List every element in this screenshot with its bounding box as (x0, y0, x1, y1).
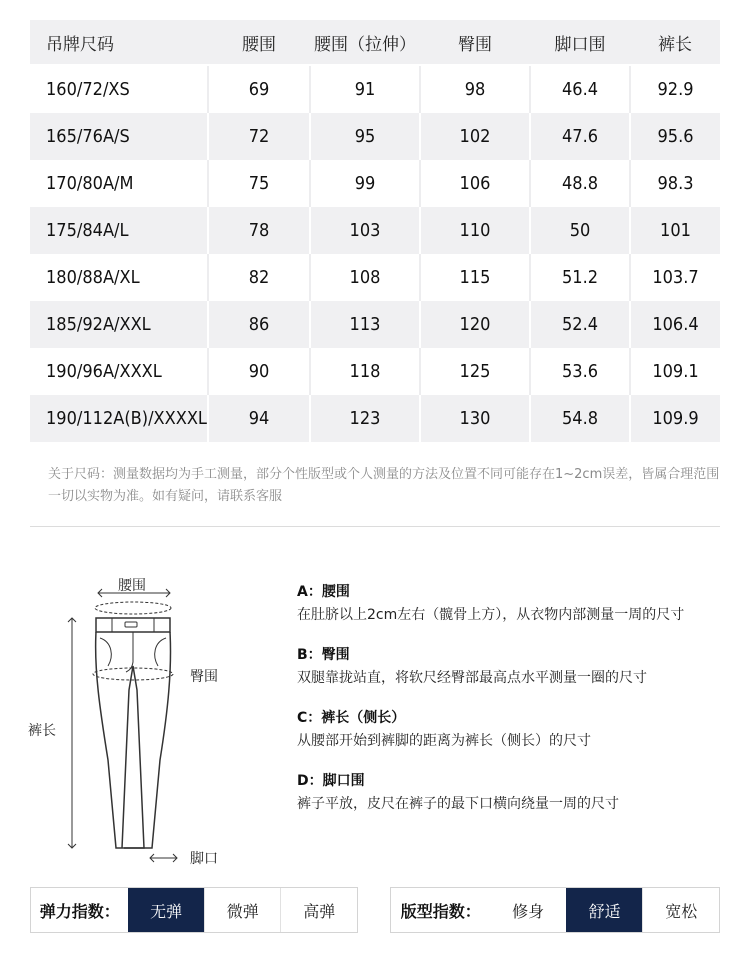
diagram-label-length: 裤长 (28, 723, 56, 739)
header-size: 吊牌尺码 (30, 20, 208, 65)
header-waist-stretched: 腰围（拉伸） (310, 20, 420, 65)
cell-hip: 115 (420, 254, 530, 301)
elasticity-option-high: 高弹 (280, 888, 357, 932)
measure-title: A：腰围 (297, 584, 350, 600)
cell-hip: 130 (420, 395, 530, 442)
fit-label: 版型指数： (400, 901, 481, 921)
measure-title: D：脚口围 (297, 773, 365, 789)
cell-waist-stretched: 95 (310, 113, 420, 160)
table-row (30, 113, 720, 160)
measure-desc: 裤子平放，皮尺在裤子的最下口横向绕量一周的尺寸 (297, 796, 619, 812)
cell-waist-stretched: 118 (310, 348, 420, 395)
cell-length: 109.9 (630, 395, 720, 442)
cell-hip: 110 (420, 207, 530, 254)
cell-waist: 86 (208, 301, 310, 348)
diagram-label-hip: 臀围 (190, 669, 218, 685)
table-row (30, 160, 720, 207)
cell-waist: 69 (208, 65, 310, 113)
header-waist: 腰围 (208, 20, 310, 65)
cell-waist: 75 (208, 160, 310, 207)
table-row (30, 207, 720, 254)
cell-waist-stretched: 91 (310, 65, 420, 113)
table-row (30, 65, 720, 113)
cell-length: 103.7 (630, 254, 720, 301)
measure-desc: 在肚脐以上2cm左右（髋骨上方），从衣物内部测量一周的尺寸 (297, 607, 685, 623)
table-row (30, 348, 720, 395)
cell-length: 101 (630, 207, 720, 254)
elasticity-index (30, 887, 358, 933)
cell-length: 109.1 (630, 348, 720, 395)
cell-leg-opening: 50 (530, 207, 630, 254)
cell-waist: 90 (208, 348, 310, 395)
cell-length: 98.3 (630, 160, 720, 207)
measure-length (297, 708, 727, 754)
cell-waist: 78 (208, 207, 310, 254)
cell-leg-opening: 54.8 (530, 395, 630, 442)
cell-hip: 125 (420, 348, 530, 395)
cell-waist-stretched: 99 (310, 160, 420, 207)
cell-hip: 98 (420, 65, 530, 113)
fit-option-comfort: 舒适 (566, 888, 643, 932)
measure-waist (297, 582, 727, 628)
cell-leg-opening: 47.6 (530, 113, 630, 160)
cell-hip: 120 (420, 301, 530, 348)
fit-option-loose: 宽松 (642, 888, 719, 932)
cell-size: 165/76A/S (46, 126, 130, 147)
cell-size: 170/80A/M (46, 173, 134, 194)
measurement-guide (297, 582, 727, 834)
elasticity-option-slight: 微弹 (204, 888, 281, 932)
cell-size: 160/72/XS (46, 79, 130, 100)
measure-leg-opening (297, 771, 727, 817)
cell-size: 175/84A/L (46, 220, 129, 241)
table-row (30, 395, 720, 442)
diagram-label-waist: 腰围 (118, 578, 146, 594)
elasticity-label: 弹力指数： (39, 901, 120, 921)
cell-waist-stretched: 123 (310, 395, 420, 442)
cell-size: 180/88A/XL (46, 267, 140, 288)
measure-hip (297, 645, 727, 691)
cell-size: 185/92A/XXL (46, 314, 151, 335)
cell-waist: 72 (208, 113, 310, 160)
table-row (30, 254, 720, 301)
cell-leg-opening: 52.4 (530, 301, 630, 348)
header-hip: 臀围 (420, 20, 530, 65)
cell-waist: 94 (208, 395, 310, 442)
pants-diagram (20, 570, 260, 870)
cell-size: 190/112A(B)/XXXXL (46, 408, 207, 429)
cell-leg-opening: 48.8 (530, 160, 630, 207)
cell-waist-stretched: 108 (310, 254, 420, 301)
table-header-row (30, 20, 720, 65)
header-length: 裤长 (630, 20, 720, 65)
measure-desc: 从腰部开始到裤脚的距离为裤长（侧长）的尺寸 (297, 733, 591, 749)
divider (30, 526, 720, 527)
cell-hip: 102 (420, 113, 530, 160)
cell-leg-opening: 51.2 (530, 254, 630, 301)
cell-waist-stretched: 113 (310, 301, 420, 348)
cell-length: 95.6 (630, 113, 720, 160)
cell-leg-opening: 46.4 (530, 65, 630, 113)
measure-title: B：臀围 (297, 647, 350, 663)
cell-length: 92.9 (630, 65, 720, 113)
cell-waist-stretched: 103 (310, 207, 420, 254)
table-row (30, 301, 720, 348)
cell-waist: 82 (208, 254, 310, 301)
cell-size: 190/96A/XXXL (46, 361, 162, 382)
cell-hip: 106 (420, 160, 530, 207)
diagram-label-leg-opening: 脚口 (190, 851, 218, 867)
fit-index (390, 887, 720, 933)
elasticity-option-none: 无弹 (128, 888, 204, 932)
pants-outline-icon (20, 570, 260, 870)
size-table (30, 20, 720, 442)
cell-length: 106.4 (630, 301, 720, 348)
measure-desc: 双腿靠拢站直，将软尺经臀部最高点水平测量一圈的尺寸 (297, 670, 647, 686)
header-leg-opening: 脚口围 (530, 20, 630, 65)
fit-option-slim: 修身 (512, 901, 545, 921)
sizing-note: 关于尺码：测量数据均为手工测量，部分个性版型或个人测量的方法及位置不同可能存在1~2cm误差，皆属合理范围一切以实物为准。如有疑问，请联系客服 (48, 467, 720, 504)
cell-leg-opening: 53.6 (530, 348, 630, 395)
measure-title: C：裤长（侧长） (297, 710, 406, 726)
